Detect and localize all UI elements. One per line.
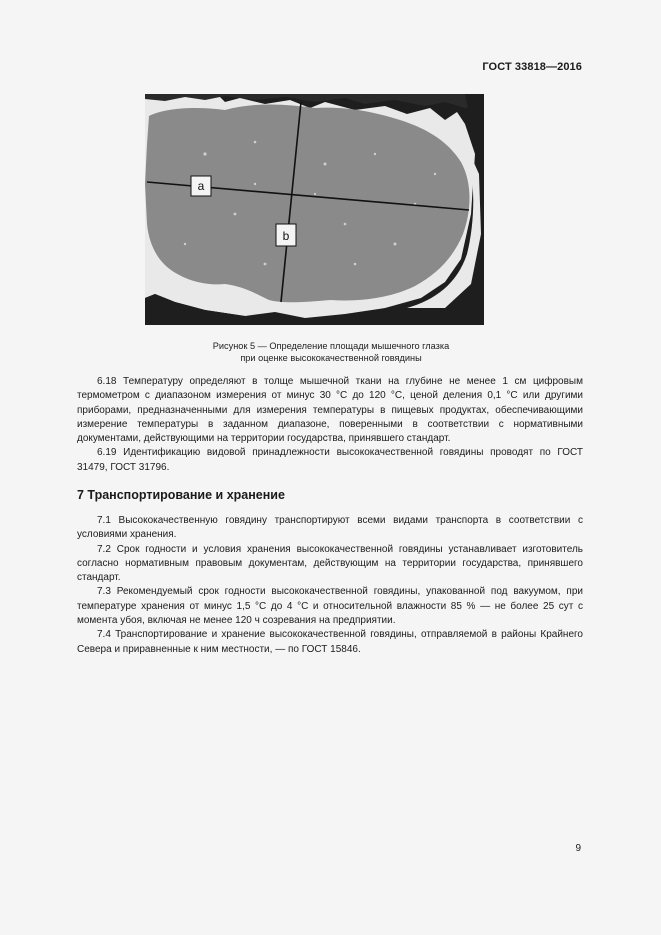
paragraph-7-1: 7.1 Высококачественную говядину транспортируют всеми видами транспорта в соответствии с условиями хранения. xyxy=(77,515,583,541)
label-b: b xyxy=(282,229,290,243)
page-number: 9 xyxy=(575,843,581,854)
section-6-text xyxy=(77,375,583,475)
section-7-title: 7 Транспортирование и хранение xyxy=(77,488,285,502)
paragraph-7-2: 7.2 Срок годности и условия хранения высококачественной говядины устанавливает изготовитель согласно нормативным правовым документам, действующим на территории государства, принявшего стандарт. xyxy=(77,543,583,584)
caption-line-1: Рисунок 5 — Определение площади мышечного глазка xyxy=(212,341,450,351)
caption-line-2: при оценке высококачественной говядины xyxy=(240,353,422,363)
muscle-eye xyxy=(145,105,470,303)
figure-caption xyxy=(0,340,661,364)
label-a: a xyxy=(197,179,205,193)
paragraph-7-3: 7.3 Рекомендуемый срок годности высококачественной говядины, упакованной под вакуумом, при температуре хранения от минус 1,5 °С до 4 °С и относительной влажности 85 % — не более 25 сут с момента убоя, включая не менее 120 ч созревания на предприятии. xyxy=(77,586,583,627)
standard-code-header: ГОСТ 33818—2016 xyxy=(482,61,582,73)
paragraph-6-19: 6.19 Идентификацию видовой принадлежности высококачественной говядины проводят по ГОСТ 31479, ГОСТ 31796. xyxy=(77,447,583,473)
paragraph-6-18: 6.18 Температуру определяют в толще мышечной ткани на глубине не менее 1 см цифровым термометром с диапазоном измерения от минус 30 °С до 120 °С, ценой деления 0,1 °С или другими приборами, предназначенными для измерения температуры в пищевых продуктах, обеспечивающими измерение температуры в заданном диапазоне, поверенными в соответствии с нормативными документами, действующими на территории государства, принявшего стандарт. xyxy=(77,376,583,445)
section-7-text xyxy=(77,514,583,657)
paragraph-7-4: 7.4 Транспортирование и хранение высококачественной говядины, отправляемой в районы Крайнего Севера и приравненные к ним местности, — по ГОСТ 15846. xyxy=(77,629,583,655)
rib-eye-figure xyxy=(145,94,484,325)
